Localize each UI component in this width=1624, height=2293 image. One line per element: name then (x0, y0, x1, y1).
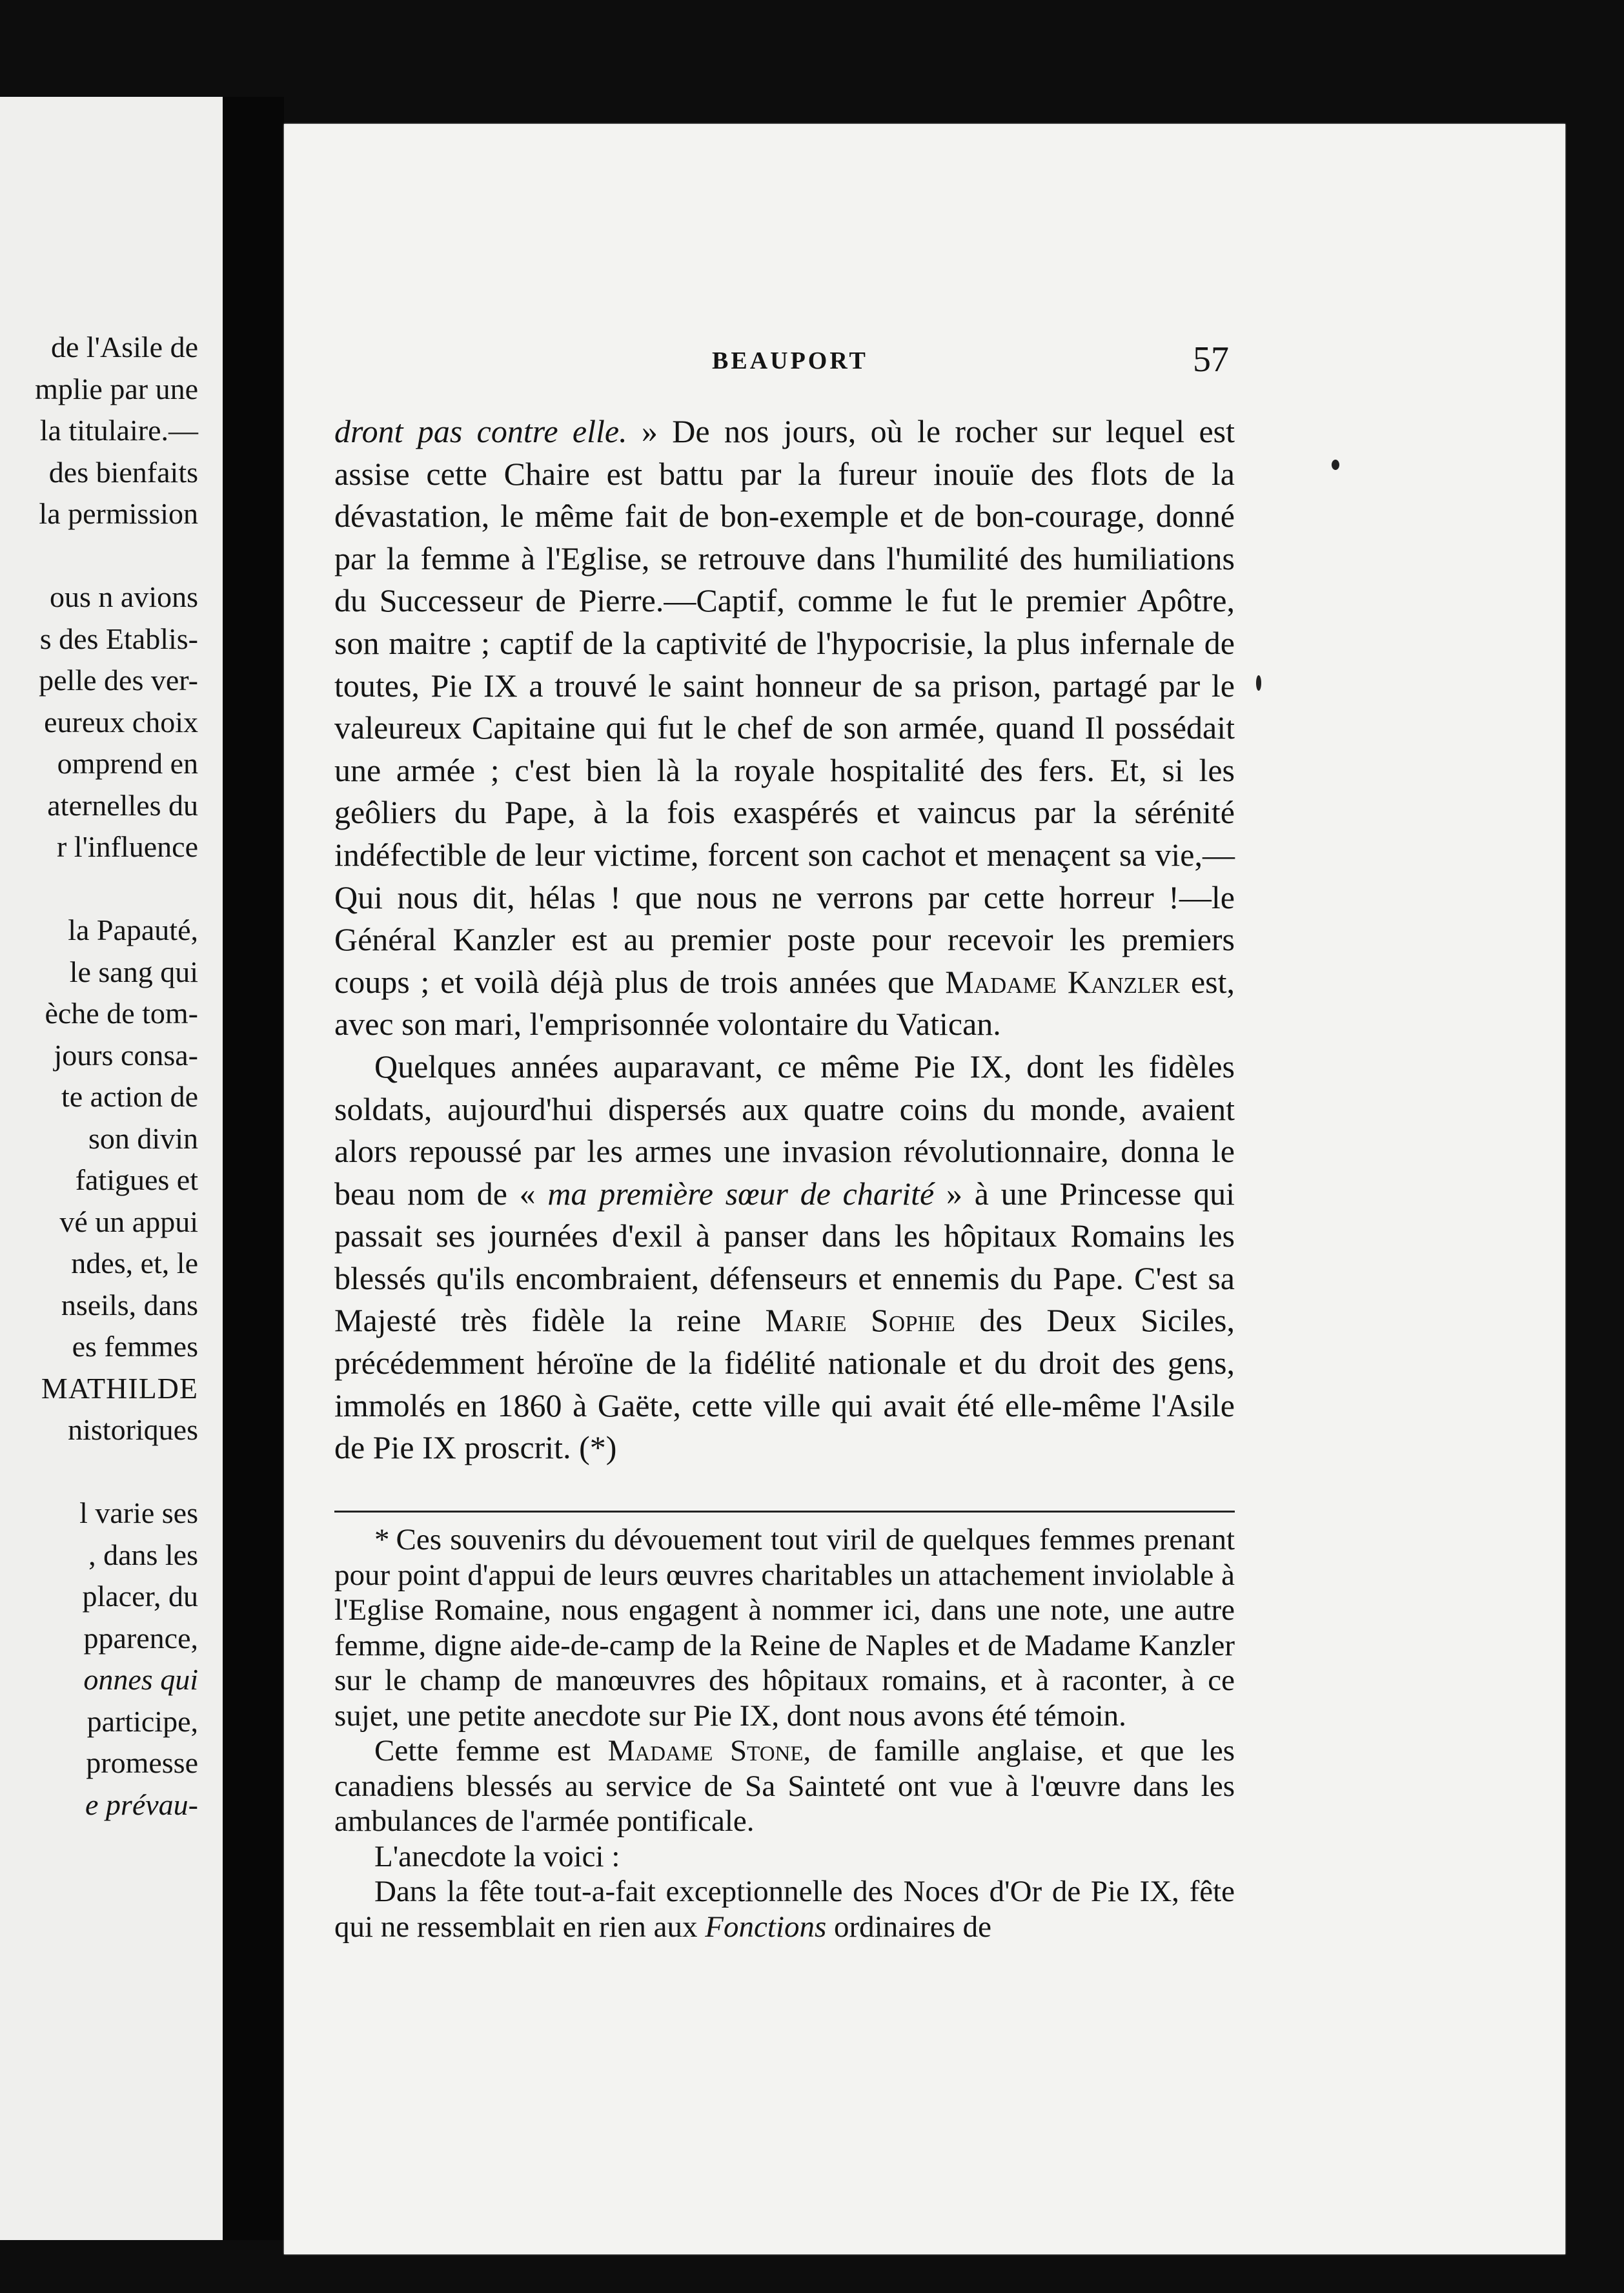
footnote-text-2b: , de famille anglaise, et que les canadiens blessés au service de Sa Sainteté ont vue à l'œuvre dans les ambulances de l'armée pontificale. (334, 1734, 1235, 1838)
facing-page-fragment (0, 97, 223, 2240)
footnote-text-4a: Dans la fête tout-a-fait exceptionnelle des Noces d'Or de Pie IX, fête qui ne ressemblait en rien aux (334, 1875, 1235, 1944)
paragraph-1-text-a: » De nos jours, où le rocher sur lequel est assise cette Chaire est battu par la fureur inouïe des flots de la dévastation, le même fait de bon-exemple et de bon-courage, donné par la femme à l'Eglise, se retrouve dans l'humilité des humiliations du Successeur de Pierre.—Captif, comme le fut le premier Apôtre, son maitre ; captif de la captivité de l'hypocrisie, la plus infernale de toutes, Pie IX a trouvé le saint honneur de sa prison, partagé par le valeureux Capitaine qui fut le chef de son armée, quand Il possédait une armée ; c'est bien là la royale hospitalité des fers. Et, si les geôliers du Pape, à la fois exaspérés et vaincus par la sérénité indéfectible de leur victime, forcent son cachot et menaçent sa vie,—Qui nous dit, hélas ! que nous ne verrons par cette horreur !—le Général Kanzler est au premier poste pour recevoir les premiers coups ; et voilà déjà plus de trois années que (334, 413, 1235, 1000)
facing-page-line: eureux choix (44, 705, 198, 739)
facing-page-line: l varie ses (79, 1496, 198, 1529)
facing-page-line: aternelles du (47, 788, 198, 822)
facing-page-line: participe, (86, 1704, 198, 1738)
facing-page-line: vé un appui (59, 1205, 198, 1238)
page-number: 57 (1193, 340, 1229, 380)
footnote-rule (334, 1511, 1235, 1513)
facing-page-line: èche de tom- (45, 997, 198, 1030)
book-gutter (223, 97, 284, 2240)
paragraph-1-italic-lead: dront pas contre elle. (334, 413, 627, 449)
name-madame-kanzler: Madame Kanzler (945, 963, 1181, 1000)
body-text (334, 411, 1235, 1469)
facing-page-line: e prévau- (85, 1788, 198, 1821)
facing-page-line: nseils, dans (61, 1288, 198, 1321)
footnote-paragraph-1 (334, 1522, 1235, 1733)
facing-page-line: la Papauté, (68, 913, 198, 946)
facing-page-line: promesse (86, 1746, 198, 1779)
facing-page-line: mplie par une (35, 372, 198, 405)
facing-page-line: la permission (39, 497, 198, 530)
footnote-paragraph-3: L'anecdote la voici : (374, 1839, 620, 1873)
footnote-paragraph-4 (334, 1874, 1235, 1944)
facing-page-line: nistoriques (68, 1413, 198, 1446)
facing-page-line: des bienfaits (48, 455, 198, 489)
paragraph-2-text-c: des Deux Siciles, précédemment héroïne de la fidélité nationale et du droit des gens, immolés en 1860 à Gaëte, cette ville qui avait été elle-même l'Asile de Pie IX proscrit. (*) (334, 1302, 1235, 1466)
footnote-text-4b: ordinaires de (826, 1910, 992, 1944)
paragraph-2-italic-quote: ma première sœur de charité (547, 1175, 935, 1212)
ink-speck (1332, 460, 1339, 470)
facing-page-line: es femmes (72, 1330, 198, 1363)
facing-page-line: fatigues et (75, 1163, 198, 1196)
paragraph-1-text-b: est, avec son mari, l'emprisonnée volontaire du Vatican. (334, 963, 1235, 1043)
facing-page-line: placer, du (82, 1580, 198, 1613)
ink-speck (1256, 675, 1261, 691)
facing-page-line: r l'influence (56, 830, 198, 863)
facing-page-line: onnes qui (83, 1663, 198, 1696)
footnote-italic-fonctions: Fonctions (705, 1910, 827, 1944)
facing-page-line: le sang qui (69, 955, 198, 988)
footnote-paragraph-2 (334, 1733, 1235, 1839)
facing-page-line: MATHILDE (41, 1371, 198, 1405)
footnote-text-2a: Cette femme est (374, 1734, 608, 1768)
facing-page-line: son divin (88, 1121, 198, 1155)
paragraph-2-text-a: Quelques années auparavant, ce même Pie IX, dont les fidèles soldats, aujourd'hui dispersés aux quatre coins du monde, avaient alors repoussé par les armes une invasion révolutionnaire, donna le beau nom de « (334, 1048, 1235, 1212)
facing-page-line: la titulaire.— (39, 414, 198, 447)
facing-page-line: s des Etablis- (39, 622, 198, 655)
paragraph-2 (334, 1046, 1235, 1469)
footnote-marker: * (374, 1523, 390, 1556)
footnote-text-1: Ces souvenirs du dévouement tout viril de quelques femmes prenant pour point d'appui de leurs œuvres charitables un attachement inviolable à l'Eglise Romaine, nous engagent à nommer ici, dans une note, une autre femme, digne aide-de-camp de la Reine de Naples et de Madame Kanzler sur le champ de manœuvres des hôpitaux romains, et à raconter, à ce sujet, une petite anecdote sur Pie IX, dont nous avons été témoin. (334, 1523, 1235, 1733)
name-madame-stone: Madame Stone (607, 1734, 804, 1768)
paragraph-2-text-b: » à une Princesse qui passait ses journées d'exil à panser dans les hôpitaux Romains les blessés qu'ils encombraient, défenseurs et ennemis du Pape. C'est sa Majesté très fidèle la reine (334, 1175, 1235, 1339)
footnote (334, 1522, 1235, 1944)
running-head: BEAUPORT (712, 347, 868, 374)
facing-page-line: de l'Asile de (50, 331, 198, 363)
facing-page-line: te action de (61, 1080, 198, 1113)
facing-page-line: ous n avions (50, 580, 198, 613)
facing-page-line: , dans les (88, 1538, 198, 1571)
facing-page-line: pelle des ver- (39, 664, 198, 697)
name-marie-sophie: Marie Sophie (765, 1302, 955, 1339)
facing-page-line: ndes, et, le (71, 1247, 198, 1279)
facing-page-line: jours consa- (54, 1038, 198, 1072)
paragraph-1 (334, 411, 1235, 1046)
facing-page-line: omprend en (57, 747, 198, 780)
facing-page-line: pparence, (83, 1621, 198, 1655)
